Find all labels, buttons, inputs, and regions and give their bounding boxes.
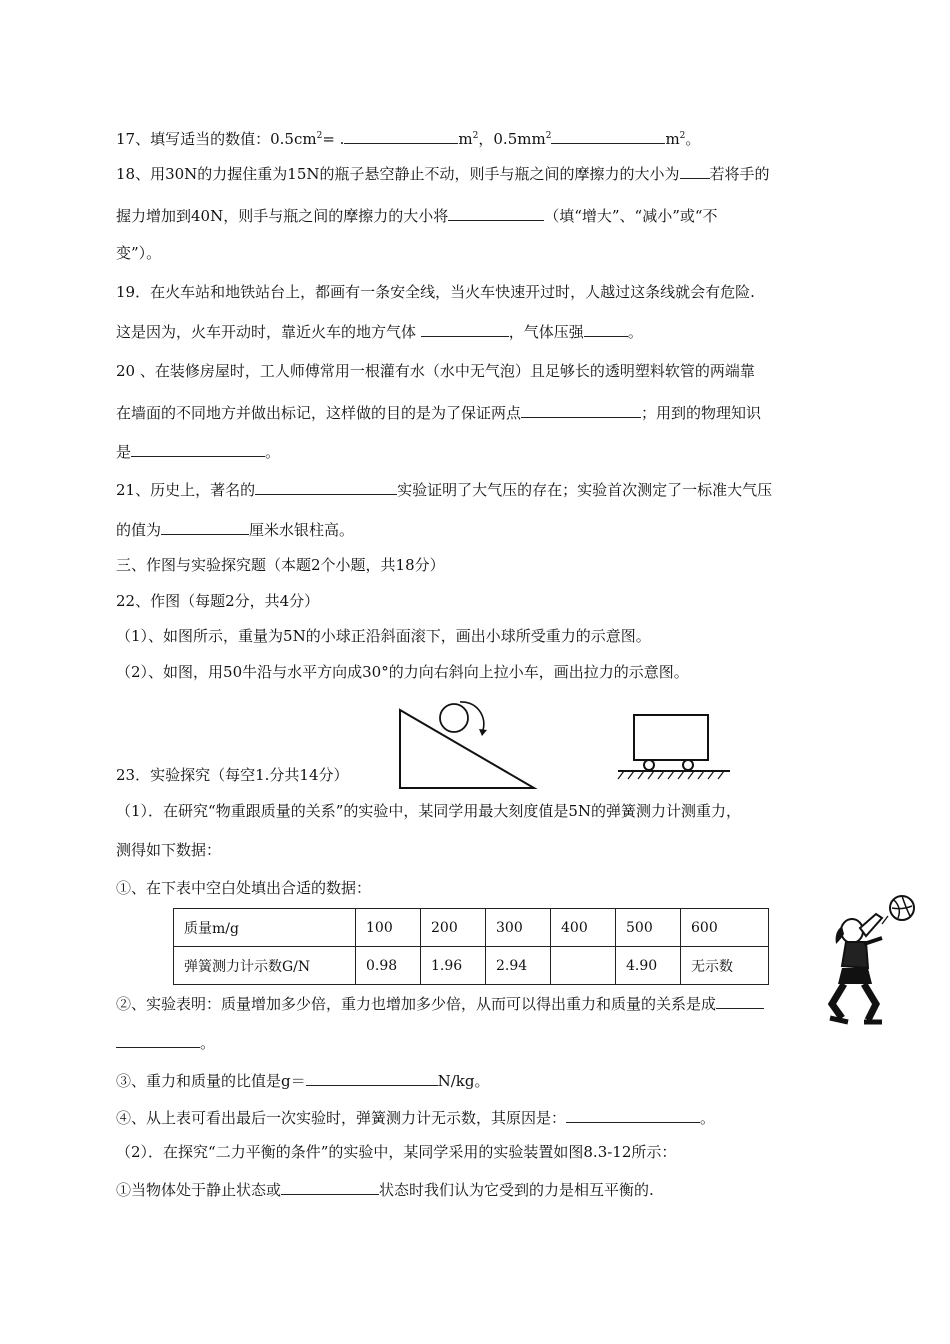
question-17 <box>116 126 700 149</box>
q21-text: 的值为 <box>116 521 162 539</box>
cart-body <box>634 715 708 760</box>
question-18-line-1 <box>116 163 770 184</box>
question-19-line-1: 19．在火车站和地铁站台上，都画有一条安全线，当火车快速开过时，人越过这条线就会有危险. <box>116 283 755 301</box>
table-cell: 300 <box>486 909 551 947</box>
question-18-line-3: 变”）。 <box>116 244 162 262</box>
q18-text: 18、用30N的力握住重为15N的瓶子悬空静止不动，则手与瓶之间的摩擦力的大小为 <box>116 165 680 183</box>
q19-text: 这是因为，火车开动时，靠近火车的地方气体 <box>116 323 417 341</box>
ball-icon <box>440 704 468 732</box>
question-23-step-3 <box>116 1070 489 1091</box>
question-23-title: 23．实验探究（每空1.分共14分） <box>116 766 349 784</box>
table-row <box>174 947 769 985</box>
question-22-title: 22、作图（每题2分，共4分） <box>116 592 320 610</box>
q17-text: 。 <box>685 130 701 148</box>
q18-text: （填“增大”、“减小”或“不 <box>544 207 718 225</box>
question-20-line-1: 20 、在装修房屋时，工人师傅常用一根灌有水（水中无气泡）且足够长的透明塑料软管的两端靠 <box>116 362 755 380</box>
sup: 2 <box>316 131 323 141</box>
question-20-line-2 <box>116 402 761 423</box>
wheel-icon <box>644 760 654 770</box>
answer-blank[interactable] <box>680 163 710 179</box>
q17-text: ，0.5mm <box>478 130 546 148</box>
question-19-line-2 <box>116 321 643 342</box>
q21-text: 厘米水银柱高。 <box>249 521 355 539</box>
answer-blank[interactable] <box>584 321 628 337</box>
q20-text: ；用到的物理知识 <box>641 404 762 422</box>
table-cell: 100 <box>356 909 421 947</box>
table-cell: 500 <box>616 909 681 947</box>
answer-blank[interactable] <box>255 479 397 495</box>
table-cell: 0.98 <box>356 947 421 985</box>
question-22-part-2: （2）、如图，用50牛沿与水平方向成30°的力向右斜向上拉小车，画出拉力的示意图。 <box>116 663 689 681</box>
answer-blank[interactable] <box>551 128 665 144</box>
answer-blank[interactable] <box>521 402 641 418</box>
q23-text: 。 <box>700 1109 716 1127</box>
q18-text: 握力增加到40N，则手与瓶之间的摩擦力的大小将 <box>116 207 449 225</box>
q17-text: 17、填写适当的数值：0.5cm <box>116 130 317 148</box>
q21-text: 21、历史上，著名的 <box>116 481 256 499</box>
q23-text: 状态时我们认为它受到的力是相互平衡的. <box>379 1181 654 1199</box>
question-23-step-1: ①、在下表中空白处填出合适的数据： <box>116 879 372 897</box>
q19-text: ，气体压强 <box>508 323 584 341</box>
q20-text: 是 <box>116 443 132 461</box>
q20-text: 。 <box>265 443 281 461</box>
table-cell: 质量m/g <box>174 909 356 947</box>
question-18-line-2 <box>116 205 718 226</box>
question-23-step-2 <box>116 993 764 1014</box>
sup: 2 <box>472 131 479 141</box>
answer-blank[interactable] <box>116 1032 200 1048</box>
sup: 2 <box>679 131 686 141</box>
question-23-part-1-line-1: （1）．在研究“物重跟质量的关系”的实验中，某同学用最大刻度值是5N的弹簧测力计测重力， <box>116 802 742 820</box>
q23-text: N/kg。 <box>437 1072 490 1090</box>
question-23-part-1-line-2: 测得如下数据： <box>116 841 222 859</box>
incline-ball-figure <box>390 696 540 794</box>
answer-blank[interactable] <box>306 1070 438 1086</box>
table-cell: 600 <box>681 909 769 947</box>
question-23-step-4 <box>116 1107 715 1128</box>
q23-text: ④、从上表可看出最后一次实验时，弹簧测力计无示数，其原因是： <box>116 1109 567 1127</box>
q23-text: ③、重力和质量的比值是g＝ <box>116 1072 306 1090</box>
unit: m <box>458 130 473 148</box>
question-23-step-2-cont <box>116 1032 215 1053</box>
sup: 2 <box>545 131 552 141</box>
q23-text: 。 <box>200 1034 216 1052</box>
table-cell: 200 <box>421 909 486 947</box>
answer-blank[interactable] <box>281 1179 379 1195</box>
table-cell: 弹簧测力计示数G/N <box>174 947 356 985</box>
answer-blank[interactable] <box>716 993 764 1009</box>
question-21-line-1 <box>116 479 772 500</box>
answer-blank[interactable] <box>566 1107 700 1123</box>
table-cell: 400 <box>551 909 616 947</box>
table-cell: 无示数 <box>681 947 769 985</box>
question-21-line-2 <box>116 519 354 540</box>
wheel-icon <box>683 760 693 770</box>
question-22-part-1: （1）、如图所示，重量为5N的小球正沿斜面滚下，画出小球所受重力的示意图。 <box>116 627 651 645</box>
cart-figure <box>612 712 742 784</box>
mass-weight-table <box>173 908 769 985</box>
section-3-heading: 三、作图与实验探究题（本题2个小题，共18分） <box>116 556 445 574</box>
q19-text: 。 <box>627 323 643 341</box>
q21-text: 实验证明了大气压的存在；实验首次测定了一标准大气压 <box>397 481 773 499</box>
volleyball-player-illustration <box>812 886 928 1036</box>
question-23-part-2-step-1 <box>116 1179 654 1200</box>
table-cell: 2.94 <box>486 947 551 985</box>
answer-blank[interactable] <box>344 128 458 144</box>
q20-text: 在墙面的不同地方并做出标记，这样做的目的是为了保证两点 <box>116 404 522 422</box>
question-20-line-3 <box>116 441 280 462</box>
q17-text: = . <box>322 130 345 148</box>
q23-text: ②、实验表明：质量增加多少倍，重力也增加多少倍，从而可以得出重力和质量的关系是成 <box>116 995 717 1013</box>
answer-blank[interactable] <box>131 441 265 457</box>
unit: m <box>665 130 680 148</box>
answer-blank[interactable] <box>161 519 249 535</box>
table-cell: 4.90 <box>616 947 681 985</box>
table-cell: 1.96 <box>421 947 486 985</box>
answer-blank[interactable] <box>448 205 544 221</box>
q23-text: ①当物体处于静止状态或 <box>116 1181 282 1199</box>
table-row <box>174 909 769 947</box>
table-answer-cell[interactable] <box>551 947 616 985</box>
answer-blank[interactable] <box>421 321 509 337</box>
question-23-part-2: （2）．在探究“二力平衡的条件”的实验中，某同学采用的实验装置如图8.3-12所示： <box>116 1143 677 1161</box>
q18-text: 若将手的 <box>709 165 770 183</box>
